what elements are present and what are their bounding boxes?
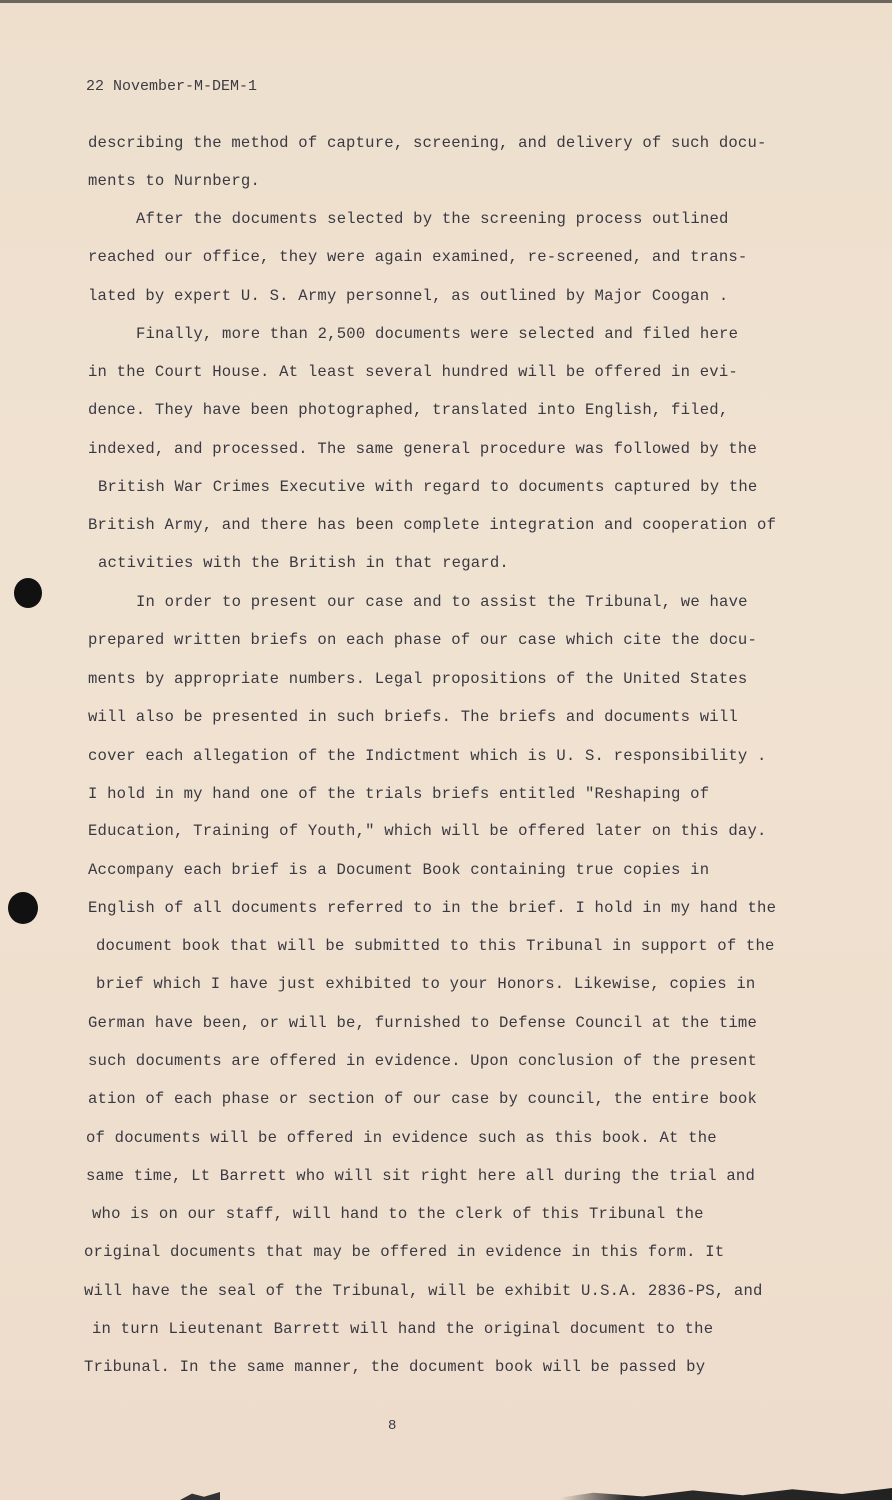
text-line: brief which I have just exhibited to your Honors. Likewise, copies in: [96, 975, 756, 993]
text-line: in the Court House. At least several hundred will be offered in evi-: [88, 363, 738, 381]
text-line: who is on our staff, will hand to the clerk of this Tribunal the: [92, 1205, 704, 1223]
text-line: will have the seal of the Tribunal, will be exhibit U.S.A. 2836-PS, and: [84, 1282, 763, 1300]
text-line: will also be presented in such briefs. The briefs and documents will: [88, 708, 738, 726]
text-line: lated by expert U. S. Army personnel, as outlined by Major Coogan .: [88, 287, 729, 305]
text-line: activities with the British in that regard.: [98, 554, 509, 572]
text-line: prepared written briefs on each phase of our case which cite the docu-: [88, 631, 758, 649]
text-line: ments by appropriate numbers. Legal propositions of the United States: [88, 670, 748, 688]
text-line: of documents will be offered in evidence such as this book. At the: [86, 1129, 717, 1147]
text-line: cover each allegation of the Indictment which is U. S. responsibility .: [88, 747, 767, 765]
text-line: reached our office, they were again examined, re-screened, and trans-: [88, 248, 748, 266]
punch-hole-upper: [14, 578, 42, 608]
text-line: such documents are offered in evidence. Upon conclusion of the present: [88, 1052, 758, 1070]
text-line: ation of each phase or section of our case by council, the entire book: [88, 1090, 758, 1108]
text-line: Tribunal. In the same manner, the document book will be passed by: [84, 1358, 706, 1376]
page-number: 8: [388, 1418, 397, 1434]
text-line: German have been, or will be, furnished to Defense Council at the time: [88, 1014, 758, 1032]
text-line: dence. They have been photographed, translated into English, filed,: [88, 401, 729, 419]
punch-hole-lower: [8, 892, 38, 924]
text-line: indexed, and processed. The same general procedure was followed by the: [88, 440, 758, 458]
page-top-edge: [0, 0, 892, 3]
torn-edge-shadow: [560, 1488, 892, 1500]
text-line: After the documents selected by the screening process outlined: [136, 210, 729, 228]
text-line: I hold in my hand one of the trials briefs entitled "Reshaping of: [88, 785, 710, 803]
text-line: document book that will be submitted to this Tribunal in support of the: [96, 937, 775, 955]
text-line: same time, Lt Barrett who will sit right here all during the trial and: [86, 1167, 756, 1185]
text-line: original documents that may be offered in evidence in this form. It: [84, 1243, 725, 1261]
text-line: Education, Training of Youth," which will be offered later on this day.: [88, 822, 767, 840]
text-line: British Army, and there has been complete integration and cooperation of: [88, 516, 777, 534]
text-line: English of all documents referred to in the brief. I hold in my hand the: [88, 899, 777, 917]
text-line: In order to present our case and to assist the Tribunal, we have: [136, 593, 748, 611]
torn-edge-shadow-left: [180, 1492, 220, 1500]
text-line: describing the method of capture, screening, and delivery of such docu-: [88, 134, 767, 152]
text-line: ments to Nurnberg.: [88, 172, 261, 190]
text-line: Accompany each brief is a Document Book containing true copies in: [88, 861, 710, 879]
page-header: 22 November-M-DEM-1: [86, 78, 258, 95]
text-line: Finally, more than 2,500 documents were selected and filed here: [136, 325, 739, 343]
text-line: in turn Lieutenant Barrett will hand the original document to the: [92, 1320, 714, 1338]
text-line: British War Crimes Executive with regard to documents captured by the: [98, 478, 758, 496]
